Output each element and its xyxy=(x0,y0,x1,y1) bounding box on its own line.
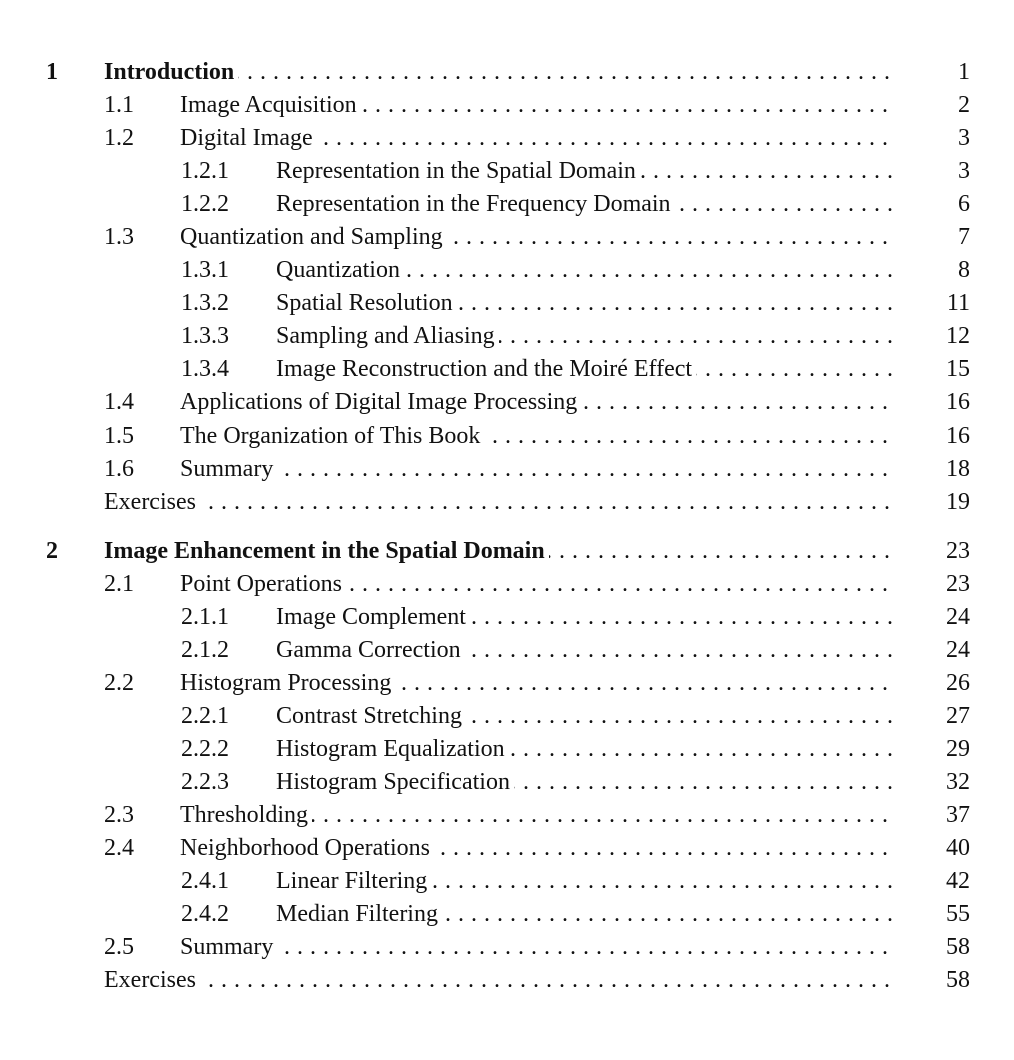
toc-entry-number: 2.2.2 xyxy=(181,735,229,762)
toc-entry-page: 18 xyxy=(946,455,970,482)
toc-entry-number: 2 xyxy=(46,537,58,564)
toc-entry-title: Histogram Specification xyxy=(276,769,514,795)
toc-entry-title: Summary xyxy=(180,456,277,482)
toc-entry-number: 1.5 xyxy=(104,422,134,449)
toc-entry-number: 2.2.3 xyxy=(181,768,229,795)
toc-entry-title: Image Enhancement in the Spatial Domain xyxy=(104,538,549,564)
toc-section-row xyxy=(0,188,1014,221)
toc-entry-title: Histogram Equalization xyxy=(276,736,509,762)
toc-entry-title-leader xyxy=(276,320,896,353)
toc-entry-title: Digital Image xyxy=(180,125,317,151)
toc-section-row xyxy=(0,320,1014,353)
toc-entry-page: 12 xyxy=(946,323,970,350)
toc-entry-page: 27 xyxy=(946,702,970,729)
toc-entry-title: Quantization and Sampling xyxy=(180,224,447,250)
toc-entry-title-leader xyxy=(180,386,896,419)
toc-entry-page: 26 xyxy=(946,669,970,696)
toc-entry-number: 1.3.3 xyxy=(181,323,229,350)
toc-entry-title-leader xyxy=(180,221,896,254)
toc-entry-title: Image Reconstruction and the Moiré Effect xyxy=(276,356,696,382)
toc-entry-title-leader xyxy=(276,865,896,898)
toc-entry-number: 1.4 xyxy=(104,389,134,416)
toc-section-row xyxy=(0,634,1014,667)
toc-entry-number: 1.2.1 xyxy=(181,158,229,185)
toc-entry-number: 2.2.1 xyxy=(181,702,229,729)
toc-entry-title: Median Filtering xyxy=(276,901,442,927)
toc-entry-title-leader xyxy=(104,56,896,89)
toc-entry-title-leader xyxy=(180,453,896,486)
toc-entry-title-leader xyxy=(276,188,896,221)
toc-entry-title-leader xyxy=(276,155,896,188)
toc-entry-title-leader xyxy=(180,667,896,700)
toc-entry-page: 19 xyxy=(946,488,970,515)
toc-entry-title: Spatial Resolution xyxy=(276,290,457,316)
toc-entry-title-leader xyxy=(104,486,896,519)
toc-section-row xyxy=(0,386,1014,419)
toc-entry-page: 2 xyxy=(958,92,970,119)
toc-entry-page: 58 xyxy=(946,967,970,994)
table-of-contents xyxy=(0,56,1014,997)
toc-entry-page: 6 xyxy=(958,191,970,218)
toc-section-row xyxy=(0,453,1014,486)
toc-entry-title: Exercises xyxy=(104,489,200,515)
toc-entry-page: 55 xyxy=(946,901,970,928)
toc-section-row xyxy=(0,89,1014,122)
toc-entry-number: 2.2 xyxy=(104,669,134,696)
toc-entry-number: 2.1.2 xyxy=(181,636,229,663)
toc-entry-page: 15 xyxy=(946,356,970,383)
toc-exercises-row xyxy=(0,486,1014,519)
toc-entry-title: The Organization of This Book xyxy=(180,423,484,449)
toc-entry-page: 42 xyxy=(946,868,970,895)
toc-entry-title-leader xyxy=(276,766,896,799)
toc-entry-number: 2.3 xyxy=(104,802,134,829)
toc-entry-title: Contrast Stretching xyxy=(276,703,466,729)
toc-entry-page: 16 xyxy=(946,422,970,449)
toc-entry-title-leader xyxy=(276,287,896,320)
toc-entry-page: 24 xyxy=(946,603,970,630)
toc-entry-number: 2.5 xyxy=(104,934,134,961)
toc-entry-title: Sampling and Aliasing xyxy=(276,323,499,349)
toc-entry-title: Gamma Correction xyxy=(276,637,465,663)
toc-entry-number: 1.3.2 xyxy=(181,290,229,317)
toc-entry-title-leader xyxy=(276,254,896,287)
toc-entry-title: Histogram Processing xyxy=(180,670,395,696)
toc-entry-page: 11 xyxy=(946,290,970,317)
toc-entry-title-leader xyxy=(276,353,896,386)
toc-entry-number: 2.4 xyxy=(104,835,134,862)
toc-entry-number: 1.3 xyxy=(104,224,134,251)
toc-entry-page: 8 xyxy=(958,257,970,284)
toc-entry-title: Linear Filtering xyxy=(276,868,431,894)
toc-entry-title: Thresholding xyxy=(180,802,312,828)
toc-entry-number: 2.4.2 xyxy=(181,901,229,928)
toc-entry-title-leader xyxy=(276,733,896,766)
toc-chapter-row xyxy=(0,535,1014,568)
toc-entry-page: 40 xyxy=(946,835,970,862)
toc-section-row xyxy=(0,898,1014,931)
toc-section-row xyxy=(0,122,1014,155)
toc-section-row xyxy=(0,865,1014,898)
toc-entry-title-leader xyxy=(180,931,896,964)
toc-entry-title: Applications of Digital Image Processing xyxy=(180,389,581,415)
toc-section-row xyxy=(0,700,1014,733)
toc-entry-number: 1.3.1 xyxy=(181,257,229,284)
toc-section-row xyxy=(0,287,1014,320)
toc-entry-title-leader xyxy=(180,122,896,155)
toc-section-row xyxy=(0,601,1014,634)
toc-entry-title-leader xyxy=(276,634,896,667)
toc-entry-page: 24 xyxy=(946,636,970,663)
toc-section-row xyxy=(0,766,1014,799)
toc-section-row xyxy=(0,832,1014,865)
toc-entry-number: 2.1 xyxy=(104,570,134,597)
toc-entry-title-leader xyxy=(180,832,896,865)
toc-entry-title: Quantization xyxy=(276,257,404,283)
toc-entry-page: 16 xyxy=(946,389,970,416)
toc-entry-number: 1.3.4 xyxy=(181,356,229,383)
toc-entry-page: 23 xyxy=(946,570,970,597)
toc-entry-title: Representation in the Spatial Domain xyxy=(276,158,640,184)
toc-section-row xyxy=(0,733,1014,766)
toc-entry-page: 37 xyxy=(946,802,970,829)
toc-entry-number: 2.4.1 xyxy=(181,868,229,895)
toc-section-row xyxy=(0,568,1014,601)
toc-exercises-row xyxy=(0,964,1014,997)
toc-entry-title-leader xyxy=(276,700,896,733)
toc-entry-title: Exercises xyxy=(104,967,200,993)
toc-entry-title-leader xyxy=(180,89,896,122)
toc-entry-page: 3 xyxy=(958,125,970,152)
toc-section-row xyxy=(0,155,1014,188)
toc-entry-number: 1 xyxy=(46,59,58,85)
toc-entry-page: 23 xyxy=(946,537,970,564)
toc-section-row xyxy=(0,420,1014,453)
toc-entry-number: 1.2 xyxy=(104,125,134,152)
toc-entry-page: 58 xyxy=(946,934,970,961)
toc-entry-number: 1.1 xyxy=(104,92,134,119)
toc-entry-title: Introduction xyxy=(104,59,238,85)
toc-section-row xyxy=(0,799,1014,832)
toc-entry-title: Image Complement xyxy=(276,604,470,630)
toc-section-row xyxy=(0,931,1014,964)
toc-entry-title-leader xyxy=(276,601,896,634)
toc-entry-title: Image Acquisition xyxy=(180,92,361,118)
toc-entry-title-leader xyxy=(180,799,896,832)
toc-entry-page: 7 xyxy=(958,224,970,251)
toc-entry-number: 1.6 xyxy=(104,455,134,482)
toc-entry-page: 1 xyxy=(958,59,970,85)
toc-entry-title-leader xyxy=(104,535,896,568)
toc-entry-title-leader xyxy=(180,420,896,453)
toc-entry-title: Point Operations xyxy=(180,571,346,597)
toc-entry-title: Summary xyxy=(180,934,277,960)
toc-entry-page: 3 xyxy=(958,158,970,185)
toc-entry-title-leader xyxy=(104,964,896,997)
toc-entry-title-leader xyxy=(276,898,896,931)
toc-section-row xyxy=(0,667,1014,700)
toc-entry-title-leader xyxy=(180,568,896,601)
toc-chapter-row xyxy=(0,56,1014,89)
toc-section-row xyxy=(0,353,1014,386)
toc-entry-number: 2.1.1 xyxy=(181,603,229,630)
toc-entry-number: 1.2.2 xyxy=(181,191,229,218)
toc-section-row xyxy=(0,254,1014,287)
toc-entry-page: 32 xyxy=(946,768,970,795)
toc-section-row xyxy=(0,221,1014,254)
toc-entry-title: Representation in the Frequency Domain xyxy=(276,191,675,217)
toc-entry-page: 29 xyxy=(946,735,970,762)
toc-entry-title: Neighborhood Operations xyxy=(180,835,434,861)
